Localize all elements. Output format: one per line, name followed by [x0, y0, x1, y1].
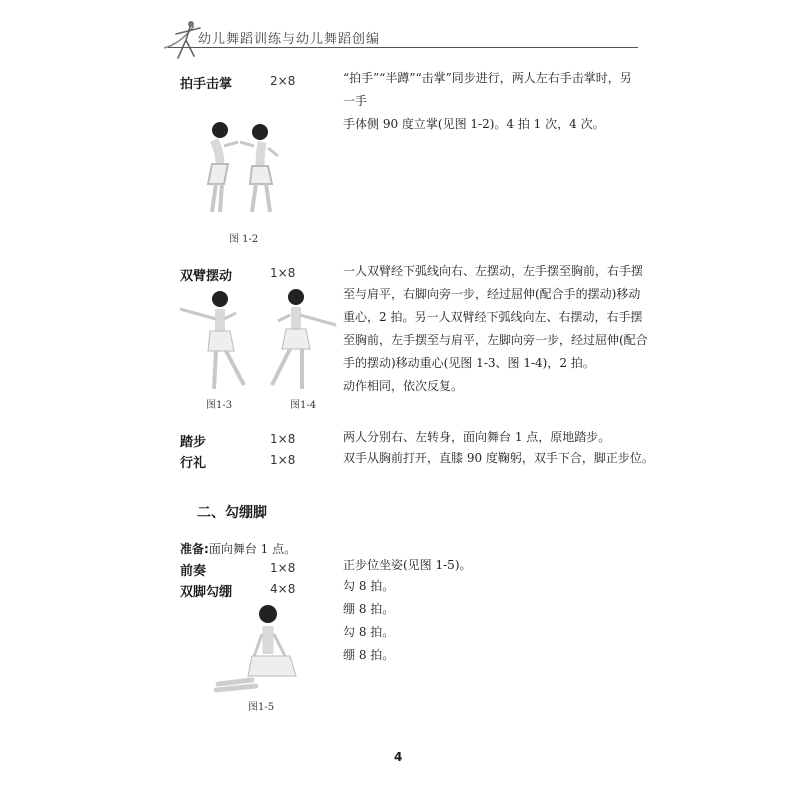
- count-flex: 4×8: [270, 582, 296, 596]
- desc-line: 勾 8 拍。: [343, 579, 395, 593]
- desc-clap: [343, 67, 643, 136]
- child-dancer-1-4: [272, 289, 336, 389]
- caption-figure-1-2: 图 1-2: [229, 234, 259, 245]
- count-step: 1×8: [270, 432, 296, 446]
- section-heading: 二、勾绷脚: [197, 505, 267, 521]
- caption-figure-1-4: 图1-4: [290, 400, 317, 411]
- term-clap: 拍手击掌: [180, 77, 233, 92]
- child-dancer-right: [240, 124, 278, 212]
- figure-1-3-1-4-photo: [178, 285, 338, 393]
- desc-line: 一人双臂经下弧线向右、左摆动，左手摆至胸前，右手摆: [343, 264, 644, 278]
- desc-line: 绷 8 拍。: [343, 648, 395, 662]
- desc-swing: [343, 260, 648, 398]
- term-flex: 双脚勾绷: [180, 585, 233, 600]
- desc-prelude: 正步位坐姿(见图 1-5)。: [343, 558, 472, 572]
- count-bow: 1×8: [270, 453, 296, 467]
- desc-line: 动作相同，依次反复。: [343, 379, 464, 393]
- prep-line: [180, 538, 296, 561]
- desc-bow: 双手从胸前打开，直膝 90 度鞠躬，双手下合，脚正步位。: [343, 451, 654, 465]
- term-prelude: 前奏: [180, 564, 207, 579]
- seated-child-dancer: [216, 605, 296, 690]
- figure-1-2-photo: [190, 112, 290, 217]
- desc-line: 重心，2 拍。另一人双臂经下弧线向左、右摆动，右手摆: [343, 310, 643, 324]
- term-bow: 行礼: [180, 456, 207, 471]
- count-prelude: 1×8: [270, 561, 296, 575]
- desc-line: 手的摆动)移动重心(见图 1-3、图 1-4)，2 拍。: [343, 356, 595, 370]
- desc-line: 绷 8 拍。: [343, 602, 395, 616]
- prep-label: 准备:: [180, 542, 209, 556]
- desc-line: 至胸前，左手摆至与肩平，左脚向旁一步，经过屈伸(配合: [343, 333, 648, 347]
- count-swing: 1×8: [270, 266, 296, 280]
- page-number: 4: [394, 750, 403, 764]
- child-dancer-left: [208, 122, 238, 212]
- desc-line: 手体侧 90 度立掌(见图 1-2)。4 拍 1 次，4 次。: [343, 117, 605, 131]
- count-clap: 2×8: [270, 74, 296, 88]
- term-swing: 双臂摆动: [180, 269, 233, 284]
- desc-flex: [343, 575, 463, 667]
- desc-line: “拍手”“半蹲”“击掌”同步进行，两人左右手击掌时，另一手: [343, 71, 632, 108]
- prep-text: 面向舞台 1 点。: [208, 542, 297, 556]
- caption-figure-1-3: 图1-3: [206, 400, 233, 411]
- desc-line: 勾 8 拍。: [343, 625, 395, 639]
- figure-1-5-photo: [212, 598, 308, 694]
- caption-figure-1-5: 图1-5: [248, 702, 275, 713]
- desc-step: 两人分别右、左转身，面向舞台 1 点，原地踏步。: [343, 430, 611, 444]
- header-rule: [168, 47, 638, 48]
- running-header-title: 幼儿舞蹈训练与幼儿舞蹈创编: [198, 32, 381, 47]
- term-step: 踏步: [180, 435, 207, 450]
- child-dancer-1-3: [180, 291, 244, 389]
- desc-line: 至与肩平，右脚向旁一步，经过屈伸(配合手的摆动)移动: [343, 287, 641, 301]
